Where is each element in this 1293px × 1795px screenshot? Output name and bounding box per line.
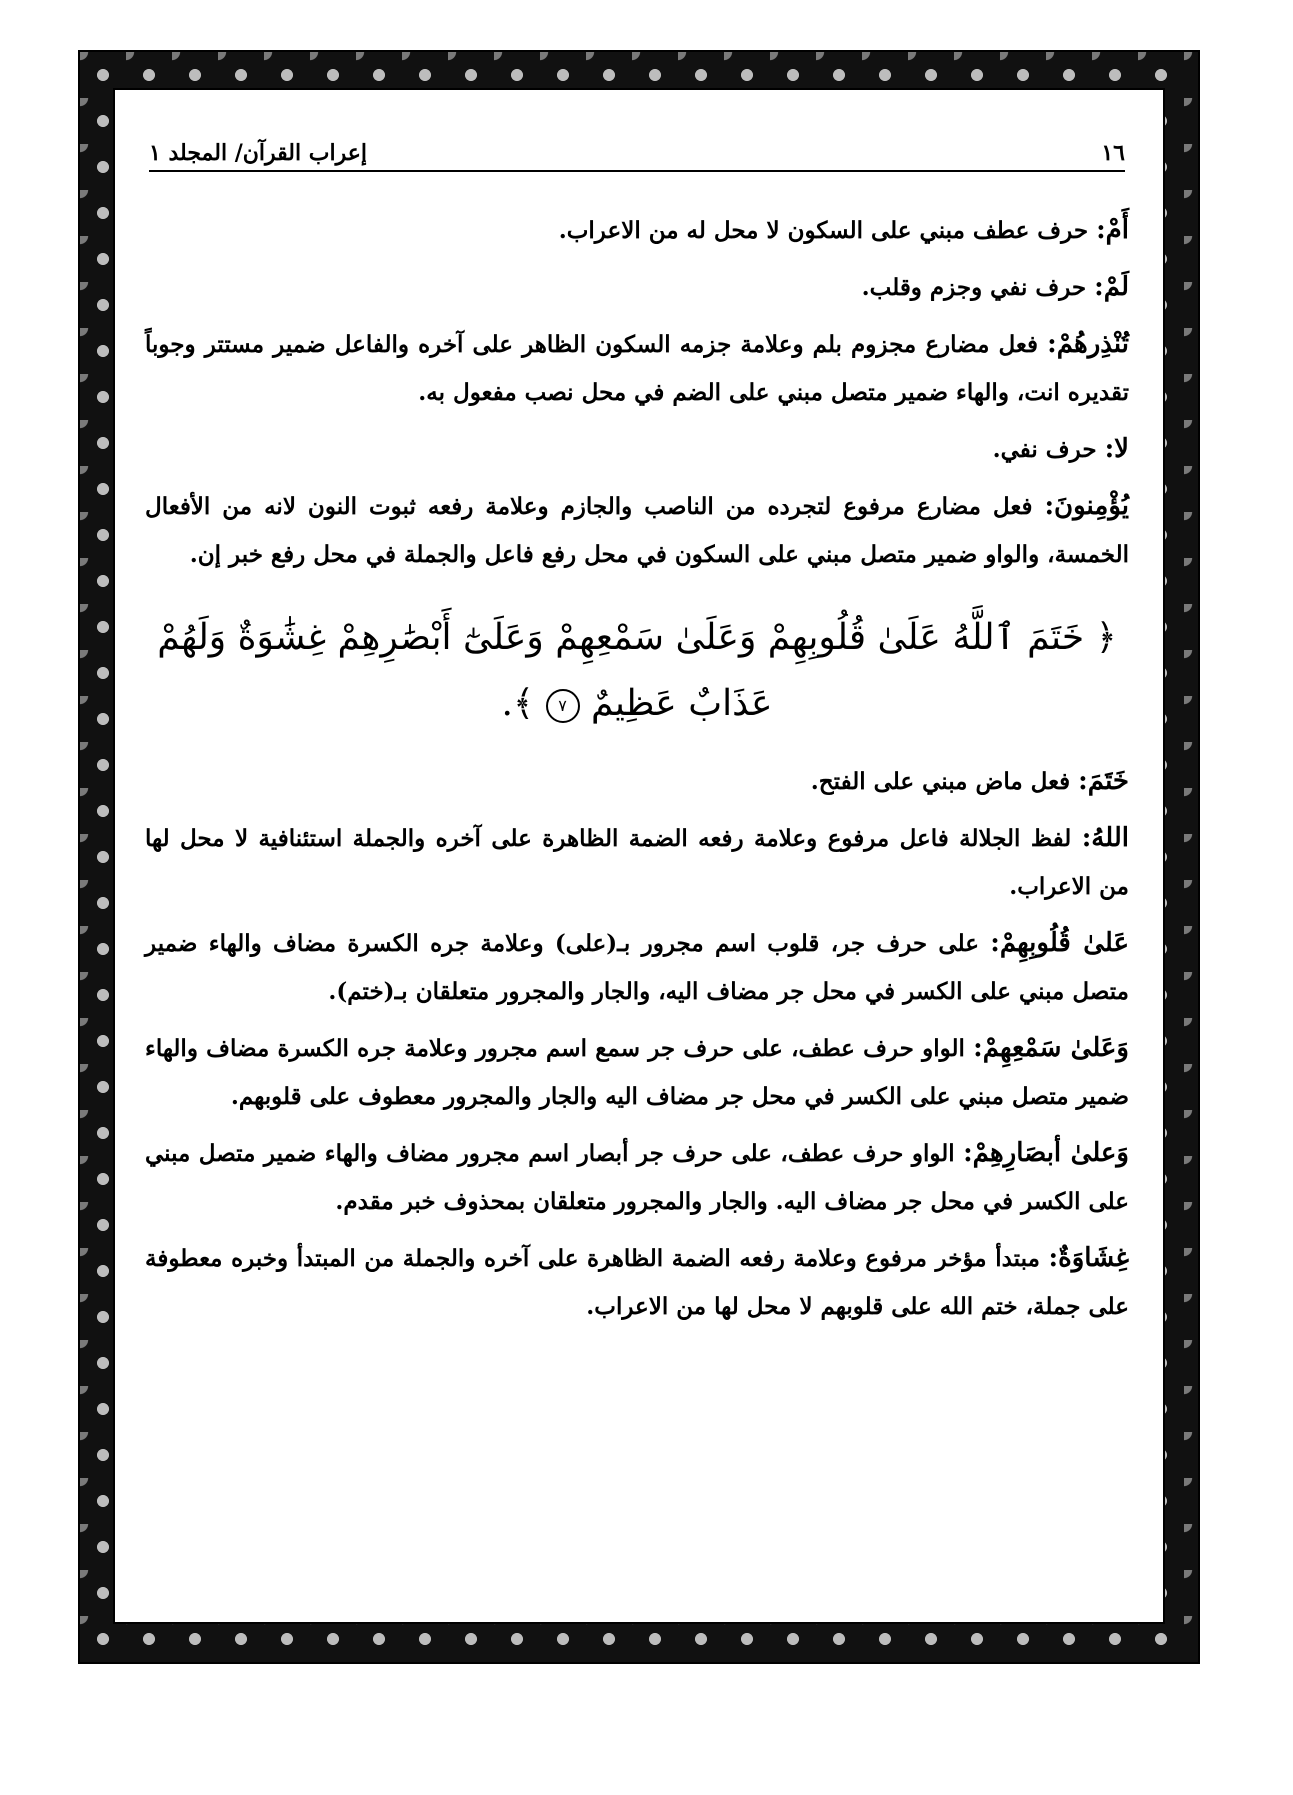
entry-word: اللهُ:: [1081, 823, 1129, 853]
entry-text: حرف نفي.: [992, 436, 1105, 463]
entry-word: عَلىٰ قُلُوبِهِمْ:: [990, 928, 1130, 958]
entry-text: الواو حرف عطف، على حرف جر سمع اسم مجرور وعلامة جره الكسرة مضاف والهاء ضمير متصل مبني على الكسر في محل جر مضاف اليه والجار والمجرور معطوف على قلوبهم.: [145, 1035, 1129, 1110]
entry-la: [145, 425, 1129, 474]
entry-text: فعل مضارع مرفوع لتجرده من الناصب والجازم وعلامة رفعه ثبوت النون لانه من الأفعال الخمسة، والواو ضمير متصل مبني على السكون في محل رفع فاعل والجملة في محل رفع خبر إن.: [145, 493, 1129, 568]
entry-word: خَتَمَ:: [1078, 766, 1129, 796]
entry-word: يُؤْمِنونَ:: [1044, 491, 1130, 521]
entry-text: فعل ماض مبني على الفتح.: [810, 768, 1079, 795]
entry-text: الواو حرف عطف، على حرف جر أبصار اسم مجرور مضاف والهاء ضمير متصل مبني على الكسر في محل جر مضاف اليه. والجار والمجرور متعلقان بمحذوف خبر مقدم.: [145, 1140, 1129, 1215]
verse-number: ٧: [546, 689, 580, 723]
verse-text: ﴿ خَتَمَ ٱللَّهُ عَلَىٰ قُلُوبِهِمْ وَعَلَىٰ سَمْعِهِمْ وَعَلَىٰٓ أَبْصَٰرِهِمْ غِشَٰوَةٌ وَلَهُمْ عَذَابٌ عَظِيمٌ: [157, 617, 1117, 724]
entry-text: حرف عطف مبني على السكون لا محل له من الاعراب.: [558, 217, 1097, 244]
entry-word: وَعلىٰ أبصَارِهِمْ:: [963, 1138, 1129, 1168]
entry-word: لَمْ:: [1094, 272, 1129, 302]
entry-text: حرف نفي وجزم وقلب.: [861, 274, 1095, 301]
page-number: ١٦: [1101, 140, 1125, 166]
book-title: إعراب القرآن/ المجلد ١: [149, 140, 367, 166]
entry-yuminun: [145, 482, 1129, 579]
entry-word: لا:: [1104, 434, 1129, 464]
entry-word: وَعَلىٰ سَمْعِهِمْ:: [973, 1033, 1129, 1063]
entry-text: على حرف جر، قلوب اسم مجرور بـ(على) وعلامة جره الكسرة مضاف والهاء ضمير متصل مبني على الكسر في محل جر مضاف اليه، والجار والمجرور متعلقان بـ(ختم).: [145, 930, 1129, 1005]
page-header: [149, 130, 1125, 172]
entry-ghishawa: [145, 1234, 1129, 1331]
entry-wa-ala-samihim: [145, 1024, 1129, 1121]
entry-word: تُنْذِرهُمْ:: [1047, 329, 1129, 359]
entry-text: لفظ الجلالة فاعل مرفوع وعلامة رفعه الضمة الظاهرة على آخره والجملة استئنافية لا محل لها من الاعراب.: [145, 825, 1129, 900]
entry-tundhirhum: [145, 320, 1129, 417]
entry-wa-ala-absarihim: [145, 1129, 1129, 1226]
entry-khatama: [145, 757, 1129, 806]
entry-word: غِشَاوَةٌ:: [1048, 1243, 1129, 1273]
entry-text: مبتدأ مؤخر مرفوع وعلامة رفعه الضمة الظاهرة على آخره والجملة من المبتدأ وخبره معطوفة على جملة، ختم الله على قلوبهم لا محل لها من الاعراب.: [145, 1245, 1129, 1320]
quran-verse: [145, 605, 1129, 737]
entry-lam: [145, 263, 1129, 312]
entry-text: فعل مضارع مجزوم بلم وعلامة جزمه السكون الظاهر على آخره والفاعل ضمير مستتر وجوباً تقديره انت، والهاء ضمير متصل مبني على الضم في محل نصب مفعول به.: [145, 331, 1129, 406]
entry-am: [145, 206, 1129, 255]
page-content: [145, 206, 1129, 1339]
verse-end: ﴾.: [501, 683, 535, 724]
entry-ala-qulubihim: [145, 919, 1129, 1016]
entry-word: أَمْ:: [1096, 215, 1129, 245]
entry-allah: [145, 814, 1129, 911]
